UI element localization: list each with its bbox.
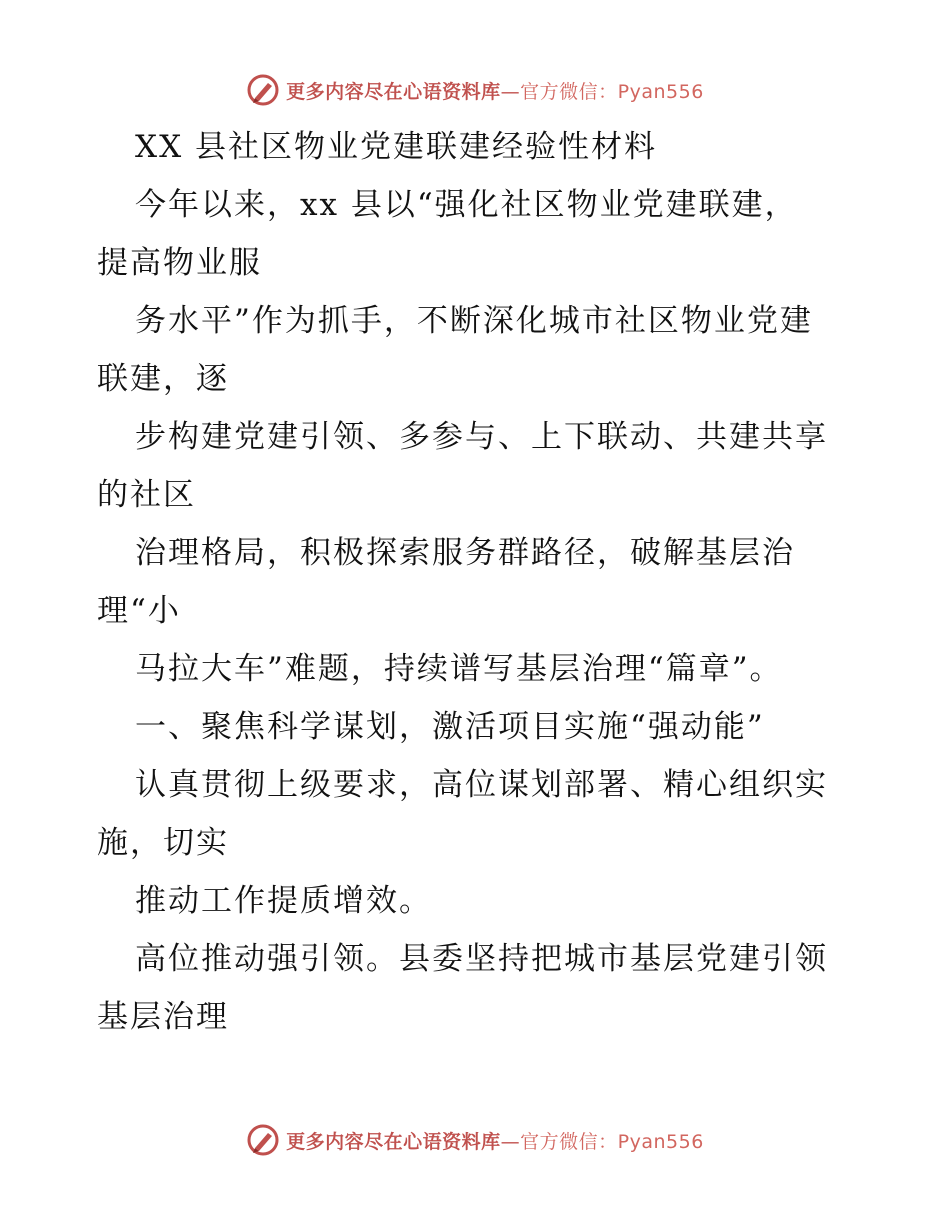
pen-logo-icon: [246, 73, 280, 107]
pen-logo-icon: [246, 1123, 280, 1157]
header-brand-text: 更多内容尽在心语资料库: [286, 80, 501, 103]
text-line: XX 县社区物业党建联建经验性材料: [135, 129, 657, 165]
text-line: 高位推动强引领。县委坚持把城市基层党建引领: [135, 941, 828, 977]
footer-brand-text: 更多内容尽在心语资料库: [286, 1130, 501, 1153]
text-line: 推动工作提质增效。: [135, 883, 432, 919]
text-line: 认真贯彻上级要求，高位谋划部署、精心组织实: [135, 767, 828, 803]
text-line: 联建，逐: [97, 361, 229, 397]
footer-separator: —: [500, 1130, 521, 1153]
text-line: 基层治理: [97, 999, 229, 1035]
text-line: 的社区: [97, 477, 196, 513]
header-contact-text: 官方微信：Pyan556: [520, 80, 704, 103]
text-line: 一、聚焦科学谋划，激活项目实施“强动能”: [135, 709, 765, 745]
text-line: 治理格局，积极探索服务群路径，破解基层治: [135, 535, 795, 571]
header-banner: [0, 70, 950, 110]
text-line: 马拉大车”难题，持续谱写基层治理“篇章”。: [135, 651, 783, 687]
header-separator: —: [500, 80, 521, 103]
text-line: 务水平”作为抓手，不断深化城市社区物业党建: [135, 303, 813, 339]
text-line: 施，切实: [97, 825, 229, 861]
footer-banner-text: [286, 1127, 704, 1154]
text-line: 步构建党建引领、多参与、上下联动、共建共享: [135, 419, 828, 455]
header-banner-text: [286, 77, 704, 104]
text-line: 提高物业服: [97, 245, 262, 281]
text-line: 今年以来，xx 县以“强化社区物业党建联建，: [135, 187, 798, 223]
document-body: [97, 118, 857, 1046]
footer-contact-text: 官方微信：Pyan556: [520, 1130, 704, 1153]
footer-banner: [0, 1120, 950, 1160]
text-line: 理“小: [97, 593, 181, 629]
